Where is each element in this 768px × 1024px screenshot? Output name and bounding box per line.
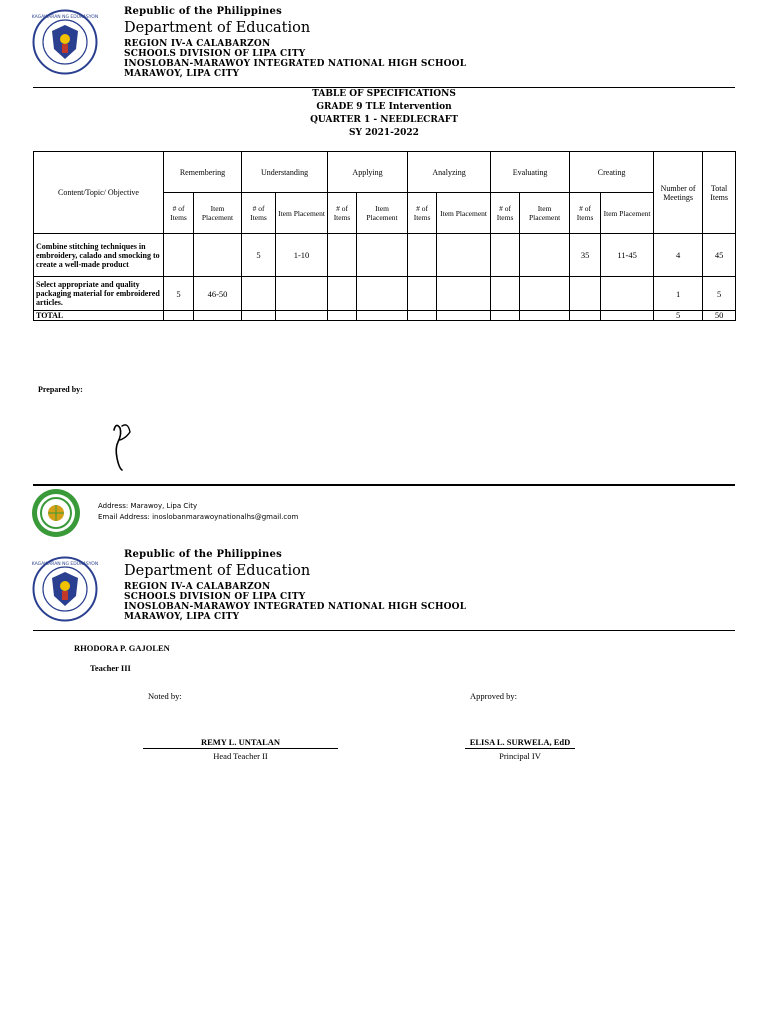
table-cell <box>357 234 408 277</box>
footer-address: Address: Marawoy, Lipa City <box>98 502 198 510</box>
table-cell <box>408 234 437 277</box>
total-row <box>34 311 736 321</box>
region-text: REGION IV-A CALABARZON <box>124 582 271 592</box>
sub-placement: Item Placement <box>276 193 328 234</box>
table-cell <box>520 277 570 311</box>
noted-signature-line <box>143 748 338 749</box>
seal-text: KAGAWARAN NG EDUKASYON <box>32 15 98 20</box>
objective-cell: Select appropriate and quality packaging material for embroidered articles. <box>34 277 164 311</box>
sub-placement: Item Placement <box>357 193 408 234</box>
total-label: TOTAL <box>34 311 164 321</box>
noted-by-label: Noted by: <box>148 691 182 701</box>
department-title: Department of Education <box>124 20 311 36</box>
table-cell <box>520 234 570 277</box>
total-items-cell: 50 <box>703 311 736 321</box>
level-analyzing: Analyzing <box>408 152 491 193</box>
table-cell: 35 <box>570 234 601 277</box>
tos-title: TABLE OF SPECIFICATIONS <box>312 89 456 99</box>
table-cell: 11-45 <box>601 234 654 277</box>
content-header: Content/Topic/ Objective <box>34 152 164 234</box>
republic-text: Republic of the Philippines <box>124 6 282 17</box>
sub-placement: Item Placement <box>601 193 654 234</box>
sub-items: # of Items <box>491 193 520 234</box>
seal-text: KAGAWARAN NG EDUKASYON <box>32 562 98 567</box>
level-applying: Applying <box>328 152 408 193</box>
table-cell <box>570 277 601 311</box>
level-evaluating: Evaluating <box>491 152 570 193</box>
prepared-by-label: Prepared by: <box>38 385 83 394</box>
table-cell: 5 <box>242 234 276 277</box>
division-text: SCHOOLS DIVISION OF LIPA CITY <box>124 592 306 602</box>
deped-seal-logo <box>32 9 98 75</box>
signature-image <box>108 418 138 474</box>
table-cell <box>437 234 491 277</box>
school-name: INOSLOBAN-MARAWOY INTEGRATED NATIONAL HIGH SCHOOL <box>124 602 467 612</box>
approved-title: Principal IV <box>499 751 541 761</box>
footer-email: Email Address: inoslobanmarawoynationalhs@gmail.com <box>98 513 299 521</box>
approved-signature-line <box>465 748 575 749</box>
table-cell: 5 <box>164 277 194 311</box>
tos-quarter: QUARTER 1 - NEEDLECRAFT <box>310 115 458 125</box>
school-address: MARAWOY, LIPA CITY <box>124 69 240 79</box>
table-cell <box>194 234 242 277</box>
sub-placement: Item Placement <box>437 193 491 234</box>
meetings-cell: 4 <box>654 234 703 277</box>
table-cell <box>164 234 194 277</box>
table-cell <box>601 277 654 311</box>
table-cell <box>491 234 520 277</box>
division-text: SCHOOLS DIVISION OF LIPA CITY <box>124 49 306 59</box>
deped-seal-logo <box>32 556 98 622</box>
level-understanding: Understanding <box>242 152 328 193</box>
table-cell <box>328 277 357 311</box>
total-cell: 5 <box>703 277 736 311</box>
objective-cell: Combine stitching techniques in embroidery, calado and smocking to create a well-made product <box>34 234 164 277</box>
preparer-name: RHODORA P. GAJOLEN <box>74 643 170 653</box>
sub-placement: Item Placement <box>520 193 570 234</box>
footer-divider <box>33 484 735 486</box>
table-row <box>34 234 736 277</box>
sub-items: # of Items <box>408 193 437 234</box>
sub-items: # of Items <box>242 193 276 234</box>
meetings-header: Number of Meetings <box>654 152 703 234</box>
region-text: REGION IV-A CALABARZON <box>124 39 271 49</box>
noted-name: REMY L. UNTALAN <box>200 737 281 747</box>
sub-items: # of Items <box>164 193 194 234</box>
total-items-header: Total Items <box>703 152 736 234</box>
table-cell <box>491 277 520 311</box>
table-cell <box>328 234 357 277</box>
sub-items: # of Items <box>328 193 357 234</box>
table-cell <box>408 277 437 311</box>
table-cell <box>437 277 491 311</box>
preparer-title: Teacher III <box>90 663 131 673</box>
total-cell: 45 <box>703 234 736 277</box>
school-address: MARAWOY, LIPA CITY <box>124 612 240 622</box>
republic-text: Republic of the Philippines <box>124 549 282 560</box>
sub-placement: Item Placement <box>194 193 242 234</box>
table-cell: 1-10 <box>276 234 328 277</box>
table-cell <box>357 277 408 311</box>
header-divider <box>33 87 735 88</box>
table-cell <box>242 277 276 311</box>
level-creating: Creating <box>570 152 654 193</box>
total-meetings-cell: 5 <box>654 311 703 321</box>
meetings-cell: 1 <box>654 277 703 311</box>
noted-title: Head Teacher II <box>213 751 268 761</box>
approved-name: ELISA L. SURWELA, EdD <box>469 737 571 747</box>
header-divider <box>33 630 735 631</box>
department-title: Department of Education <box>124 563 311 579</box>
tos-grade: GRADE 9 TLE Intervention <box>316 102 452 112</box>
table-cell: 46-50 <box>194 277 242 311</box>
school-name: INOSLOBAN-MARAWOY INTEGRATED NATIONAL HIGH SCHOOL <box>124 59 467 69</box>
approved-by-label: Approved by: <box>470 691 517 701</box>
sub-items: # of Items <box>570 193 601 234</box>
school-logo <box>31 488 81 538</box>
tos-school-year: SY 2021-2022 <box>349 128 419 138</box>
table-row <box>34 277 736 311</box>
specifications-table <box>33 151 736 321</box>
table-cell <box>276 277 328 311</box>
level-remembering: Remembering <box>164 152 242 193</box>
